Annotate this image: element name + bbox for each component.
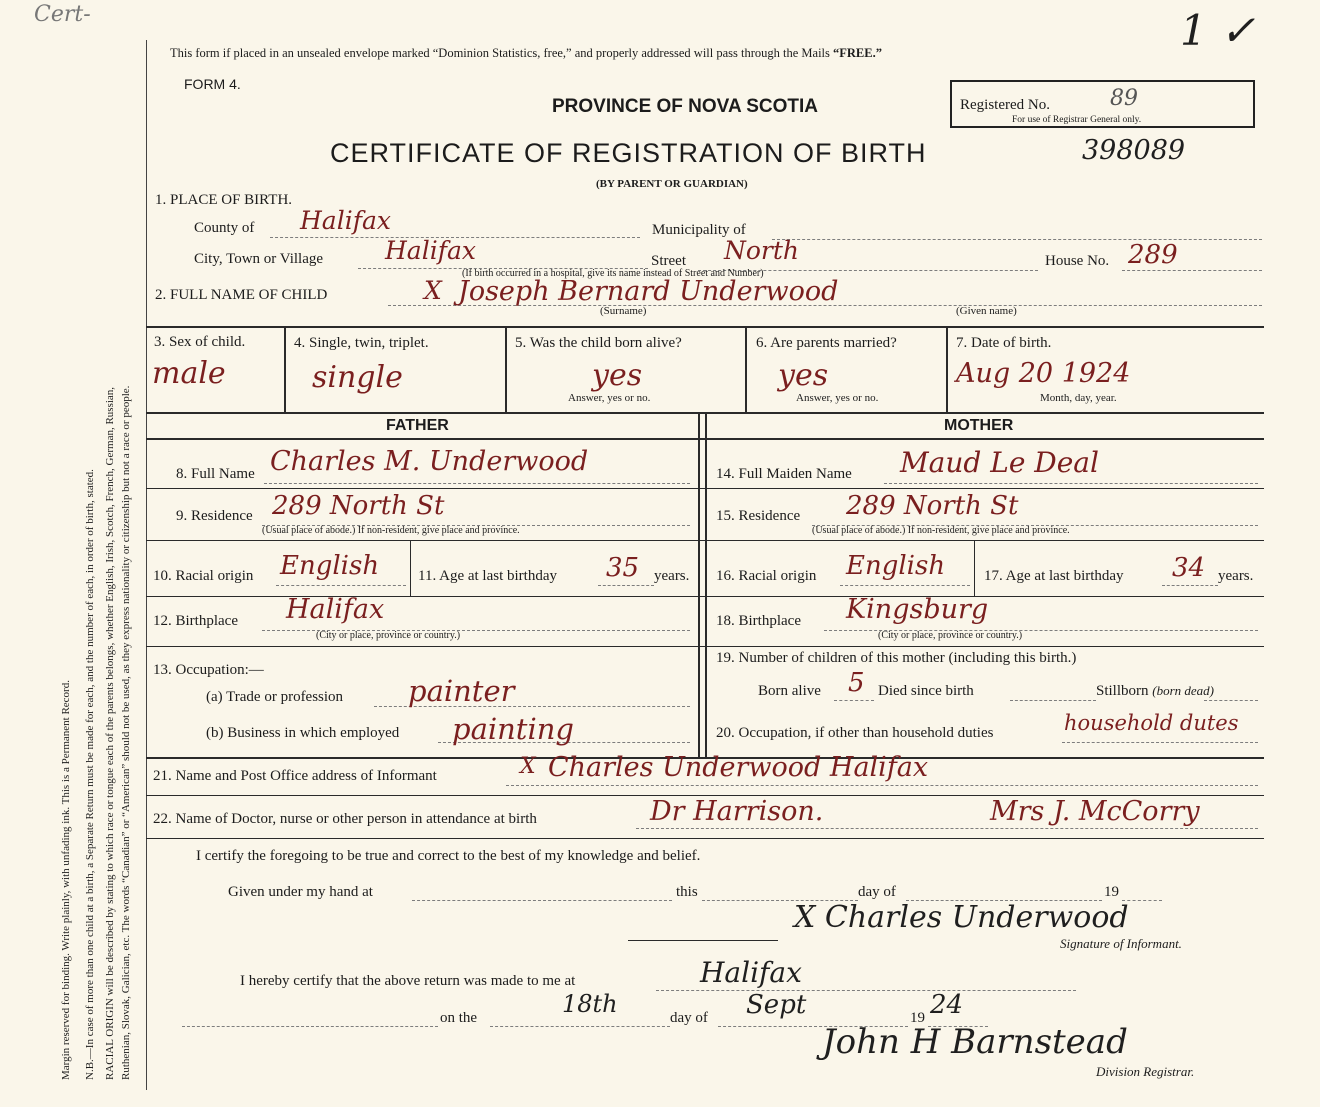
street-value: North: [724, 236, 800, 265]
father-birthplace-label: 12. Birthplace: [153, 613, 238, 629]
street-label: Street: [651, 253, 686, 269]
registered-no-value: 89: [1110, 86, 1138, 111]
mother-name-value: Maud Le Deal: [900, 446, 1099, 479]
father-name-value: Charles M. Underwood: [270, 446, 589, 477]
street-note: (If birth occurred in a hospital, give its name instead of Street and Number): [462, 268, 764, 279]
mother-name-label: 14. Full Maiden Name: [716, 466, 852, 482]
father-age-label: 11. Age at last birthday: [418, 568, 557, 584]
place-heading: 1. PLACE OF BIRTH.: [155, 192, 293, 208]
registrar-statement: I hereby certify that the above return was made to me at: [240, 973, 576, 989]
county-label: County of: [194, 220, 255, 236]
plurality-label: 4. Single, twin, triplet.: [294, 335, 429, 351]
child-name-mark: X: [424, 276, 442, 305]
father-residence-value: 289 North St: [272, 491, 445, 521]
sex-value: male: [152, 356, 226, 391]
alive-label: 5. Was the child born alive?: [515, 335, 682, 351]
occupation-label: 13. Occupation:—: [153, 662, 264, 678]
mother-residence-value: 289 North St: [846, 491, 1019, 521]
alive-answer-note: Answer, yes or no.: [568, 392, 651, 404]
mother-race-value: English: [846, 551, 946, 581]
died-label: Died since birth: [878, 683, 974, 699]
mother-years: years.: [1218, 568, 1254, 584]
married-value: yes: [778, 358, 829, 393]
mother-birthplace-value: Kingsburg: [846, 594, 989, 625]
dob-value: Aug 20 1924: [956, 358, 1131, 389]
father-race-value: English: [280, 551, 380, 581]
born-alive-value: 5: [848, 668, 865, 698]
sex-label: 3. Sex of child.: [154, 334, 246, 350]
certify-statement: I certify the foregoing to be true and correct to the best of my knowledge and belief.: [196, 848, 701, 864]
registrar-caption: Division Registrar.: [1096, 1064, 1195, 1079]
mother-birthplace-note: (City or place, province or country.): [878, 630, 1023, 641]
registrar-year: 24: [930, 990, 964, 1020]
registered-no-label: Registered No.: [960, 97, 1050, 113]
city-label: City, Town or Village: [194, 251, 324, 267]
mother-occupation-label: 20. Occupation, if other than household duties: [716, 725, 994, 741]
side-note-racial-origin-2: Ruthenian, Slovak, Galician, etc. The words “Canadian” or “American” should not be used, as they express nationality or citizenship but not a race or people.: [120, 385, 132, 1080]
given-label: Given under my hand at: [228, 884, 373, 900]
province-heading: PROVINCE OF NOVA SCOTIA: [552, 96, 819, 117]
certificate-number: 398089: [1082, 135, 1186, 166]
father-birthplace-value: Halifax: [286, 594, 385, 625]
registrar-signature: John H Barnstead: [822, 1022, 1128, 1062]
corner-note: Cert-: [34, 2, 91, 27]
given-name-note: (Given name): [956, 305, 1017, 317]
informant-signature: X Charles Underwood: [794, 900, 1129, 935]
on-the-label: on the: [440, 1010, 478, 1026]
registrar-year-prefix: 19: [910, 1010, 925, 1026]
mother-race-label: 16. Racial origin: [716, 568, 817, 584]
side-note-racial-origin: RACIAL ORIGIN will be described by stating to which race or tongue each of the parents belongs, whether English, Irish, Scotch, French, German, Russian,: [104, 386, 116, 1080]
mother-birthplace-label: 18. Birthplace: [716, 613, 801, 629]
registrar-use-note: For use of Registrar General only.: [1012, 115, 1142, 125]
certificate-subtitle: (BY PARENT OR GUARDIAN): [596, 178, 748, 190]
county-value: Halifax: [300, 206, 391, 235]
married-answer-note: Answer, yes or no.: [796, 392, 879, 404]
father-residence-note: (Usual place of abode.) If non-resident, give place and province.: [262, 525, 520, 536]
trade-label: (a) Trade or profession: [206, 689, 344, 705]
child-name-value: Joseph Bernard Underwood: [458, 276, 839, 307]
house-label: House No.: [1045, 253, 1110, 269]
business-label: (b) Business in which employed: [206, 725, 400, 741]
stillborn-label: Stillborn (born dead): [1096, 683, 1215, 699]
informant-mark: X: [520, 754, 536, 779]
corner-marks: 1 ✓: [1180, 6, 1256, 55]
business-value: painting: [452, 712, 574, 746]
informant-label: 21. Name and Post Office address of Informant: [153, 768, 437, 784]
father-race-label: 10. Racial origin: [153, 568, 254, 584]
city-value: Halifax: [385, 236, 476, 265]
father-heading: FATHER: [386, 417, 449, 434]
surname-note: (Surname): [600, 305, 647, 317]
doctor-value: Dr Harrison.: [650, 796, 824, 827]
born-alive-label: Born alive: [758, 683, 821, 699]
mother-heading: MOTHER: [944, 417, 1014, 434]
side-note-binding: Margin reserved for binding. Write plainly, with unfading ink. This is a Permanent Record.: [60, 680, 72, 1080]
trade-value: painter: [408, 674, 515, 708]
municipality-label: Municipality of: [652, 222, 746, 238]
house-value: 289: [1128, 240, 1178, 270]
father-years: years.: [654, 568, 690, 584]
doctor-label: 22. Name of Doctor, nurse or other person in attendance at birth: [153, 811, 537, 827]
registered-no-box: [950, 80, 1255, 128]
mother-residence-label: 15. Residence: [716, 508, 801, 524]
married-label: 6. Are parents married?: [756, 335, 897, 351]
father-birthplace-note: (City or place, province or country.): [316, 630, 461, 641]
mail-notice: This form if placed in an unsealed envelope marked “Dominion Statistics, free,” and properly addressed will pass through the Mails “FREE.”: [170, 46, 882, 60]
informant-value: Charles Underwood Halifax: [548, 752, 929, 783]
child-name-label: 2. FULL NAME OF CHILD: [155, 287, 328, 303]
dob-label: 7. Date of birth.: [956, 335, 1052, 351]
mother-occupation-value: household dutes: [1064, 711, 1239, 735]
mother-age-label: 17. Age at last birthday: [984, 568, 1124, 584]
alive-value: yes: [592, 358, 643, 393]
registrar-place: Halifax: [700, 956, 802, 989]
day-of-label: day of: [858, 884, 896, 900]
informant-signature-caption: Signature of Informant.: [1060, 936, 1182, 951]
side-note-multiple-birth: N.B.—In case of more than one child at a birth, a Separate Return must be made for each, and the number of each, in order of birth, stated.: [84, 469, 96, 1080]
registrar-day: 18th: [562, 990, 618, 1018]
form-number: FORM 4.: [184, 76, 241, 92]
registrar-month: Sept: [746, 990, 807, 1020]
plurality-value: single: [312, 360, 403, 395]
year-prefix: 19: [1104, 884, 1119, 900]
father-name-label: 8. Full Name: [176, 466, 255, 482]
children-label: 19. Number of children of this mother (including this birth.): [716, 650, 1077, 666]
this-label: this: [676, 884, 698, 900]
father-residence-label: 9. Residence: [176, 508, 253, 524]
father-age-value: 35: [606, 553, 640, 583]
registrar-day-of-label: day of: [670, 1010, 708, 1026]
certificate-title: CERTIFICATE OF REGISTRATION OF BIRTH: [330, 138, 927, 168]
mother-age-value: 34: [1172, 553, 1206, 583]
nurse-value: Mrs J. McCorry: [990, 796, 1200, 827]
dob-note: Month, day, year.: [1040, 392, 1117, 404]
margin-rule: [146, 40, 147, 1090]
mother-residence-note: (Usual place of abode.) If non-resident, give place and province.: [812, 525, 1070, 536]
